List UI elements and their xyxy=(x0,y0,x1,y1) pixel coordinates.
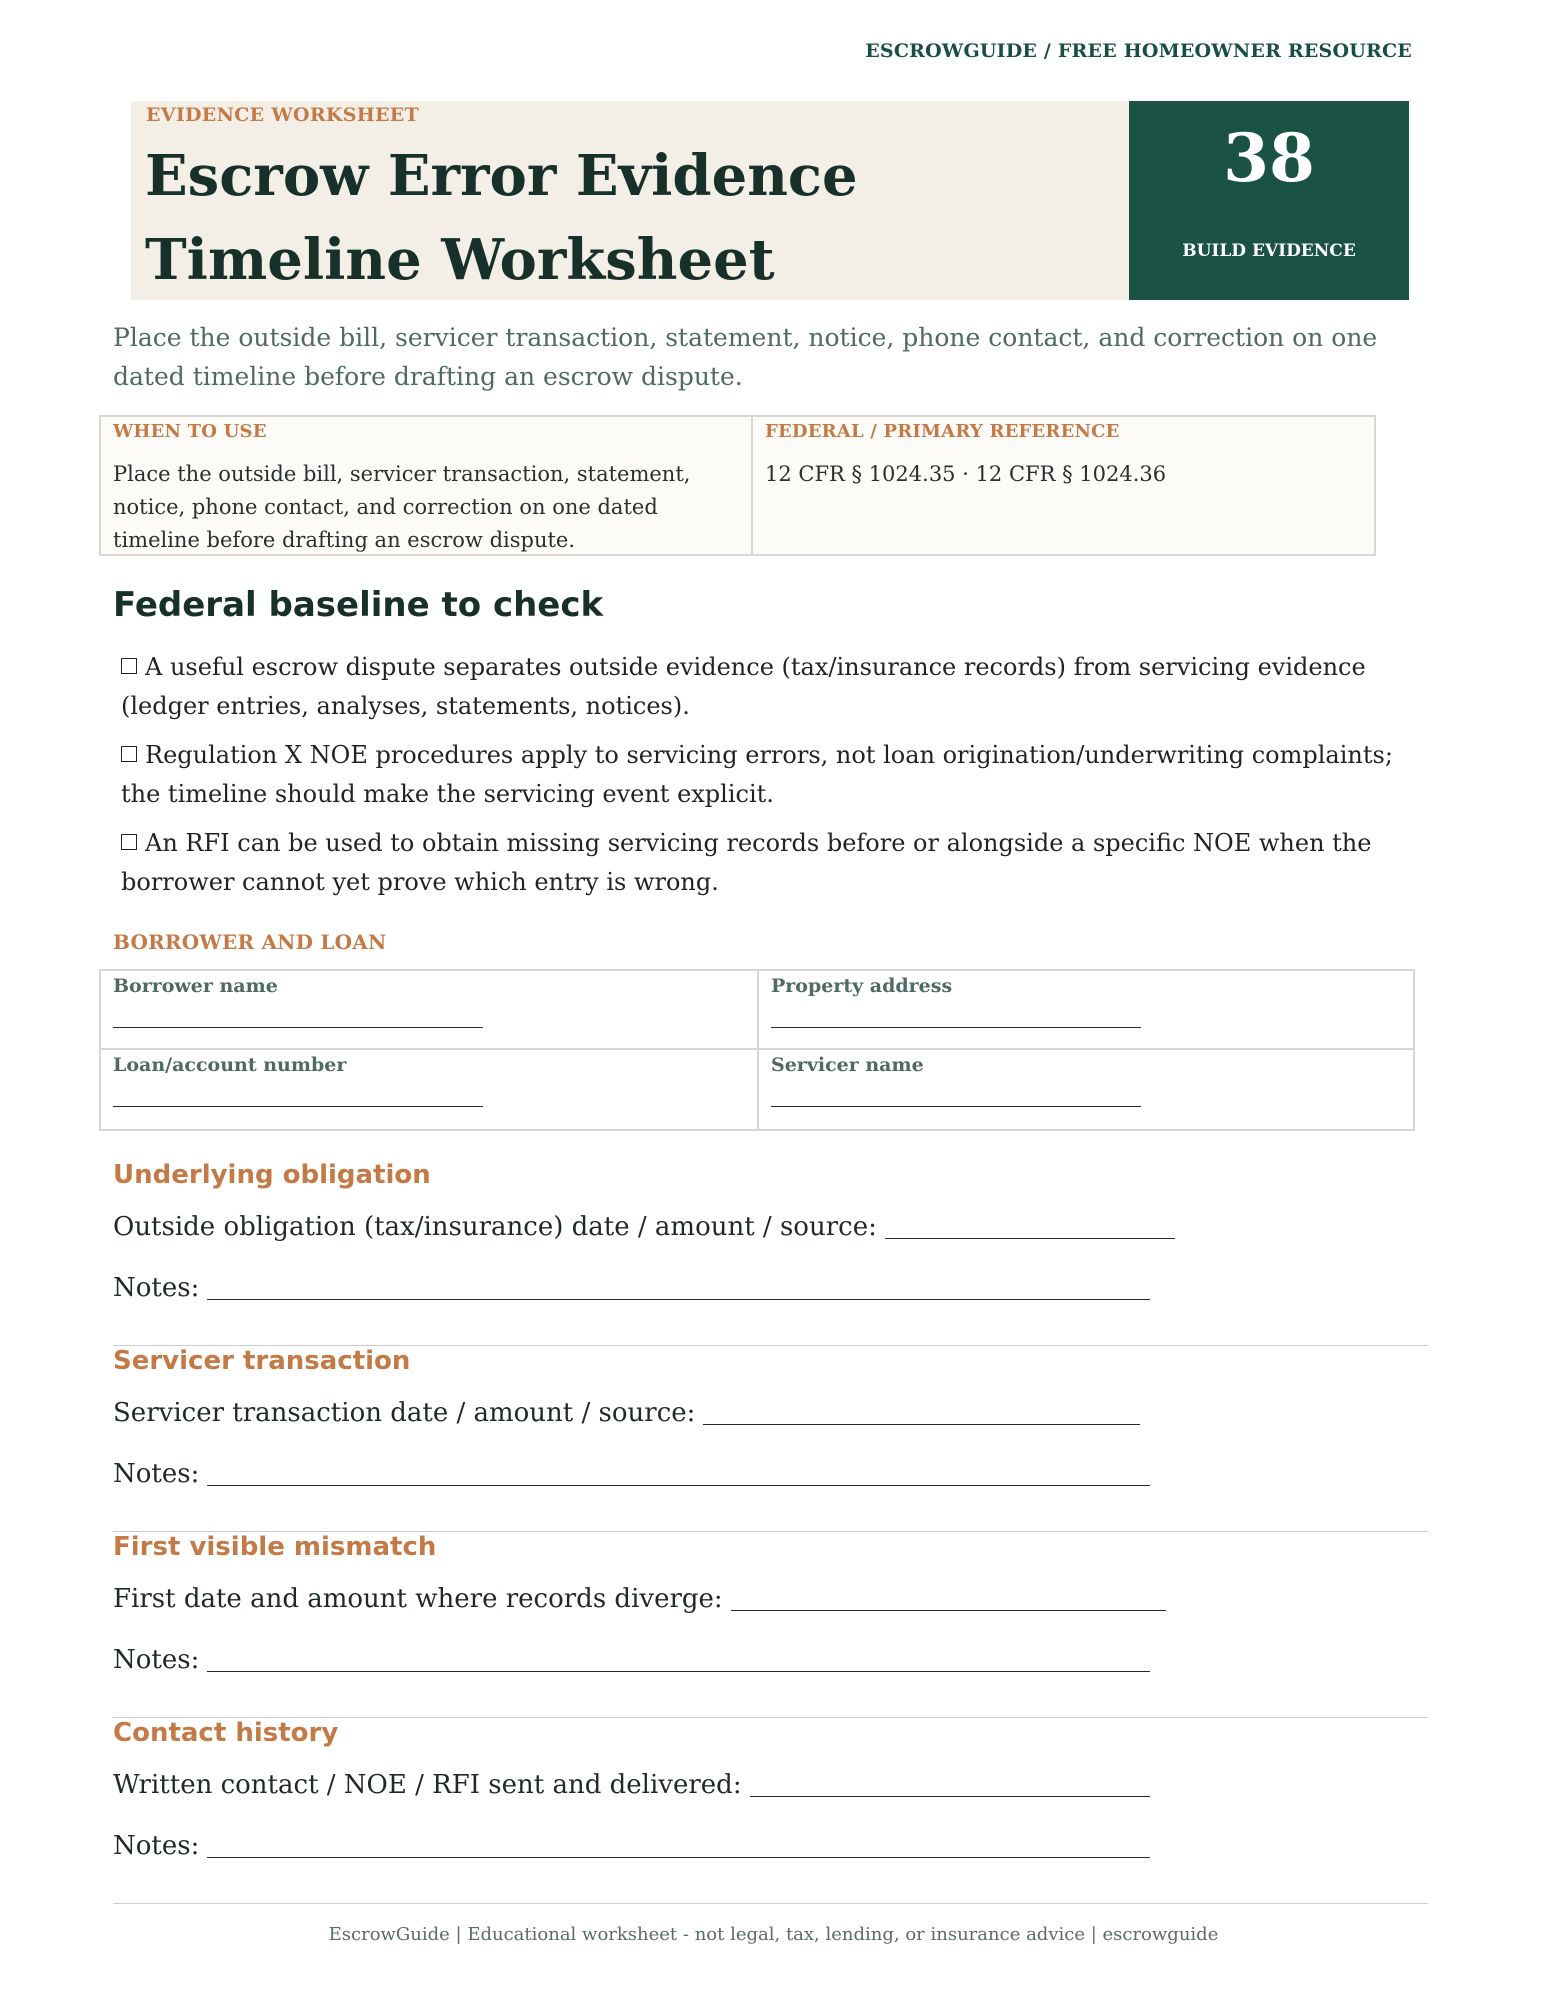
checkbox-icon[interactable] xyxy=(121,834,137,850)
section-title: First visible mismatch xyxy=(113,1532,437,1562)
worksheet-eyebrow: EVIDENCE WORKSHEET xyxy=(146,104,420,126)
servicer-name-field[interactable] xyxy=(771,1106,1141,1107)
checklist-item xyxy=(121,648,1421,726)
worksheet-badge xyxy=(1129,101,1409,300)
title-banner xyxy=(131,101,1409,300)
notes-label: Notes: xyxy=(113,1831,200,1861)
prompt-label: Written contact / NOE / RFI sent and delivered: xyxy=(113,1770,742,1800)
prompt-field[interactable] xyxy=(703,1398,1140,1425)
worksheet-number: 38 xyxy=(1223,119,1315,197)
notes-row xyxy=(113,1831,1150,1861)
notes-label: Notes: xyxy=(113,1459,200,1489)
badge-label: BUILD EVIDENCE xyxy=(1182,241,1356,261)
page-title: Escrow Error Evidence Timeline Worksheet xyxy=(145,143,858,293)
checklist-text: A useful escrow dispute separates outside evidence (tax/insurance records) from servicing evidence (ledger entries, analyses, statements, notices). xyxy=(121,653,1366,720)
notes-field[interactable] xyxy=(207,1831,1150,1858)
borrower-name-cell xyxy=(101,971,759,1050)
borrower-name-field[interactable] xyxy=(113,1027,483,1028)
page-footer: EscrowGuide | Educational worksheet - not legal, tax, lending, or insurance advice | escrowguide xyxy=(328,1924,1219,1945)
borrower-heading: BORROWER AND LOAN xyxy=(113,930,387,954)
timeline-sections xyxy=(113,1160,1428,1904)
prompt-label: Outside obligation (tax/insurance) date / amount / source: xyxy=(113,1212,877,1242)
baseline-heading: Federal baseline to check xyxy=(113,585,604,625)
info-box xyxy=(99,415,1376,556)
checkbox-icon[interactable] xyxy=(121,746,137,762)
property-address-field[interactable] xyxy=(771,1027,1141,1028)
loan-number-field[interactable] xyxy=(113,1106,483,1107)
section-title: Contact history xyxy=(113,1718,339,1748)
loan-number-cell xyxy=(101,1050,759,1129)
checklist-item xyxy=(121,824,1421,902)
notes-label: Notes: xyxy=(113,1273,200,1303)
field-label: Borrower name xyxy=(113,975,278,997)
field-label: Loan/account number xyxy=(113,1054,347,1076)
reference-heading: FEDERAL / PRIMARY REFERENCE xyxy=(765,421,1120,442)
notes-field[interactable] xyxy=(207,1273,1150,1300)
intro-text: Place the outside bill, servicer transaction, statement, notice, phone contact, and correction on one dated timeline before drafting an escrow dispute. xyxy=(113,323,1378,391)
timeline-section xyxy=(113,1346,1428,1532)
checklist-text: Regulation X NOE procedures apply to servicing errors, not loan origination/underwriting complaints; the timeline should make the servicing event explicit. xyxy=(121,741,1393,808)
site-header: ESCROWGUIDE / FREE HOMEOWNER RESOURCE xyxy=(865,40,1412,62)
when-to-use-column xyxy=(101,417,753,554)
prompt-label: First date and amount where records diverge: xyxy=(113,1584,723,1614)
notes-row xyxy=(113,1459,1150,1489)
property-address-cell xyxy=(759,971,1413,1050)
timeline-section xyxy=(113,1532,1428,1718)
prompt-field[interactable] xyxy=(750,1770,1150,1797)
notes-field[interactable] xyxy=(207,1459,1150,1486)
notes-label: Notes: xyxy=(113,1645,200,1675)
checklist-text: An RFI can be used to obtain missing servicing records before or alongside a specific NOE when the borrower cannot yet prove which entry is wrong. xyxy=(121,829,1372,896)
prompt-field[interactable] xyxy=(731,1584,1166,1611)
field-label: Property address xyxy=(771,975,953,997)
servicer-name-cell xyxy=(759,1050,1413,1129)
checkbox-icon[interactable] xyxy=(121,658,137,674)
reference-text: 12 CFR § 1024.35 · 12 CFR § 1024.36 xyxy=(765,462,1167,486)
baseline-checklist xyxy=(121,648,1421,912)
notes-field[interactable] xyxy=(207,1645,1150,1672)
section-title: Underlying obligation xyxy=(113,1160,431,1190)
prompt-row xyxy=(113,1212,1175,1242)
prompt-label: Servicer transaction date / amount / source: xyxy=(113,1398,696,1428)
timeline-section xyxy=(113,1160,1428,1346)
reference-column xyxy=(753,417,1374,554)
timeline-section xyxy=(113,1718,1428,1904)
notes-row xyxy=(113,1273,1150,1303)
prompt-row xyxy=(113,1770,1150,1800)
borrower-table xyxy=(99,969,1415,1131)
prompt-row xyxy=(113,1584,1166,1614)
notes-row xyxy=(113,1645,1150,1675)
when-to-use-text: Place the outside bill, servicer transaction, statement, notice, phone contact, and correction on one dated timeline before drafting an escrow dispute. xyxy=(113,462,691,552)
prompt-row xyxy=(113,1398,1140,1428)
checklist-item xyxy=(121,736,1421,814)
prompt-field[interactable] xyxy=(885,1212,1175,1239)
section-title: Servicer transaction xyxy=(113,1346,411,1376)
field-label: Servicer name xyxy=(771,1054,924,1076)
when-to-use-heading: WHEN TO USE xyxy=(113,421,267,442)
